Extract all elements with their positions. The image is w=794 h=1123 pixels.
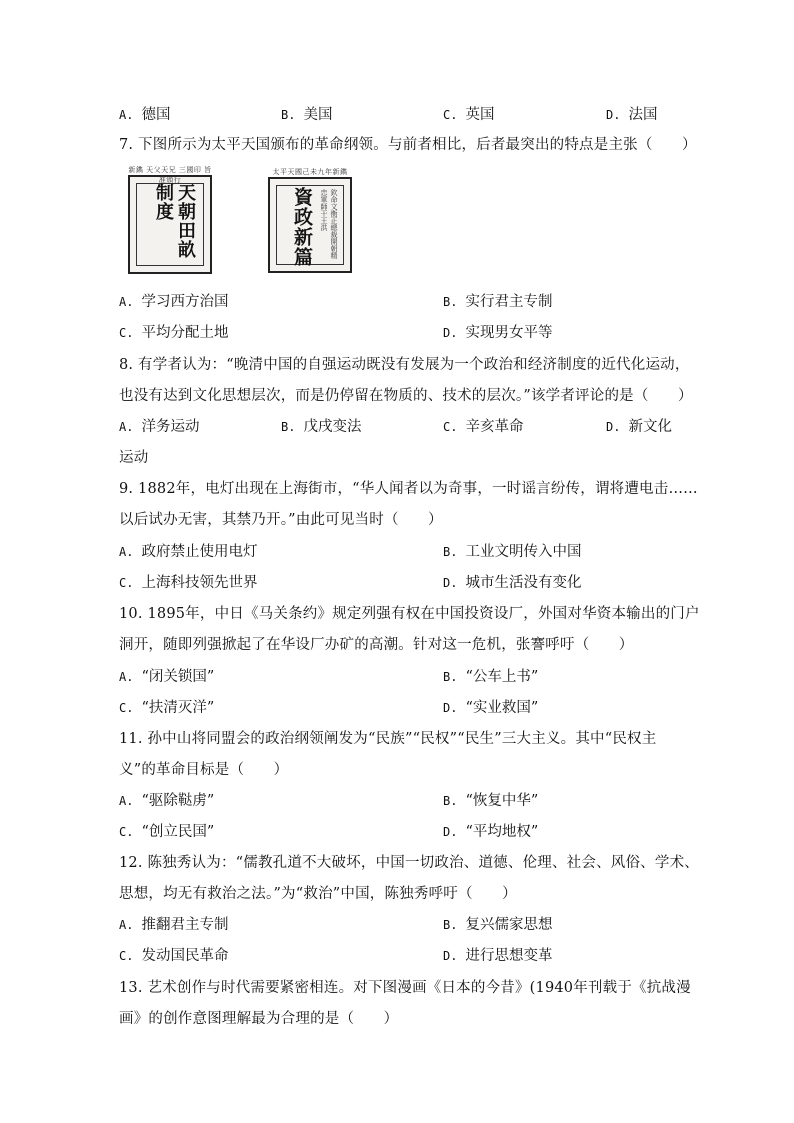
q9-option-b[interactable]: B. 工业文明传入中国 — [443, 544, 582, 560]
q10-option-d[interactable]: D. “实业救国” — [443, 700, 539, 716]
q12-stem-line-1: 12. 陈独秀认为：“儒教孔道不大破坏，中国一切政治、道德、伦理、社会、风俗、学术、 — [119, 855, 699, 871]
q8-option-d[interactable]: D. 新文化 — [606, 419, 672, 435]
q12-stem-line-2: 思想，均无有救治之法。”为“救治”中国，陈独秀呼吁（ ） — [119, 886, 517, 902]
q9-stem-line-2: 以后试办无害，其禁乃开。”由此可见当时（ ） — [119, 512, 443, 528]
q6-option-c[interactable]: C. 英国 — [443, 107, 495, 123]
q6-option-b[interactable]: B. 美国 — [281, 107, 333, 123]
q9-stem-line-1: 9. 1882年，电灯出现在上海街市，“华人闻者以为奇事，一时谣言纷传，谓将遭电击…… — [119, 481, 698, 497]
q6-option-d[interactable]: D. 法国 — [606, 107, 658, 123]
q7-image-1-title: 天朝田畝制度 — [153, 183, 196, 259]
q7-option-d[interactable]: D. 实现男女平等 — [443, 325, 553, 341]
q11-option-a[interactable]: A. “驱除鞑虏” — [119, 793, 215, 809]
q8-option-d-wrap: 运动 — [119, 450, 149, 466]
q7-option-c[interactable]: C. 平均分配土地 — [119, 325, 229, 341]
q12-option-d[interactable]: D. 进行思想变革 — [443, 948, 553, 964]
q6-option-a[interactable]: A. 德国 — [119, 107, 171, 123]
q7-option-b[interactable]: B. 实行君主专制 — [443, 294, 553, 310]
q8-stem-line-2: 也没有达到文化思想层次，而是仍停留在物质的、技术的层次。”该学者评论的是（ ） — [119, 388, 693, 404]
q9-option-a[interactable]: A. 政府禁止使用电灯 — [119, 544, 258, 560]
q8-option-b[interactable]: B. 戊戌变法 — [281, 419, 362, 435]
q7-image-zizheng-xinpian: 太平天國己未九年新鐫 欽命文衡正總裁開朝精忠軍師干王洪 資政新篇 — [268, 177, 352, 273]
q7-image-2-title: 資政新篇 — [291, 187, 313, 267]
q7-option-a[interactable]: A. 学习西方治国 — [119, 294, 229, 310]
q11-option-d[interactable]: D. “平均地权” — [443, 824, 539, 840]
q8-option-a[interactable]: A. 洋务运动 — [119, 419, 200, 435]
q11-option-b[interactable]: B. “恢复中华” — [443, 793, 539, 809]
q10-option-c[interactable]: C. “扶清灭洋” — [119, 700, 215, 716]
q7-image-tianchao-tianmu-zhidu: 新鐫 天父天兄 三國印 旨准頒行 天朝田畝制度 — [128, 175, 212, 274]
q12-option-b[interactable]: B. 复兴儒家思想 — [443, 917, 553, 933]
q11-stem-line-1: 11. 孙中山将同盟会的政治纲领阐发为“民族”“民权”“民生”三大主义。其中“民权主 — [119, 731, 657, 747]
q10-option-b[interactable]: B. “公车上书” — [443, 669, 539, 685]
q11-option-c[interactable]: C. “创立民国” — [119, 824, 215, 840]
q8-option-c[interactable]: C. 辛亥革命 — [443, 419, 524, 435]
q13-stem-line-1: 13. 艺术创作与时代需要紧密相连。对下图漫画《日本的今昔》(1940年刊载于《抗战漫 — [119, 980, 691, 996]
q8-stem-line-1: 8. 有学者认为：“晚清中国的自强运动既没有发展为一个政治和经济制度的近代化运动， — [119, 357, 690, 373]
q13-stem-line-2: 画》的创作意图理解最为合理的是（ ） — [119, 1011, 399, 1027]
q11-stem-line-2: 义”的革命目标是（ ） — [119, 762, 289, 778]
q9-option-d[interactable]: D. 城市生活没有变化 — [443, 575, 582, 591]
q7-stem: 7. 下图所示为太平天国颁布的革命纲领。与前者相比，后者最突出的特点是主张（ ） — [119, 137, 697, 153]
q10-option-a[interactable]: A. “闭关锁国” — [119, 669, 215, 685]
q12-option-c[interactable]: C. 发动国民革命 — [119, 948, 229, 964]
q10-stem-line-1: 10. 1895年，中日《马关条约》规定列强有权在中国投资设厂，外国对华资本输出的门户 — [119, 606, 700, 622]
q10-stem-line-2: 洞开，随即列强掀起了在华设厂办矿的高潮。针对这一危机，张謇呼吁（ ） — [119, 637, 634, 653]
q12-option-a[interactable]: A. 推翻君主专制 — [119, 917, 229, 933]
q9-option-c[interactable]: C. 上海科技领先世界 — [119, 575, 258, 591]
